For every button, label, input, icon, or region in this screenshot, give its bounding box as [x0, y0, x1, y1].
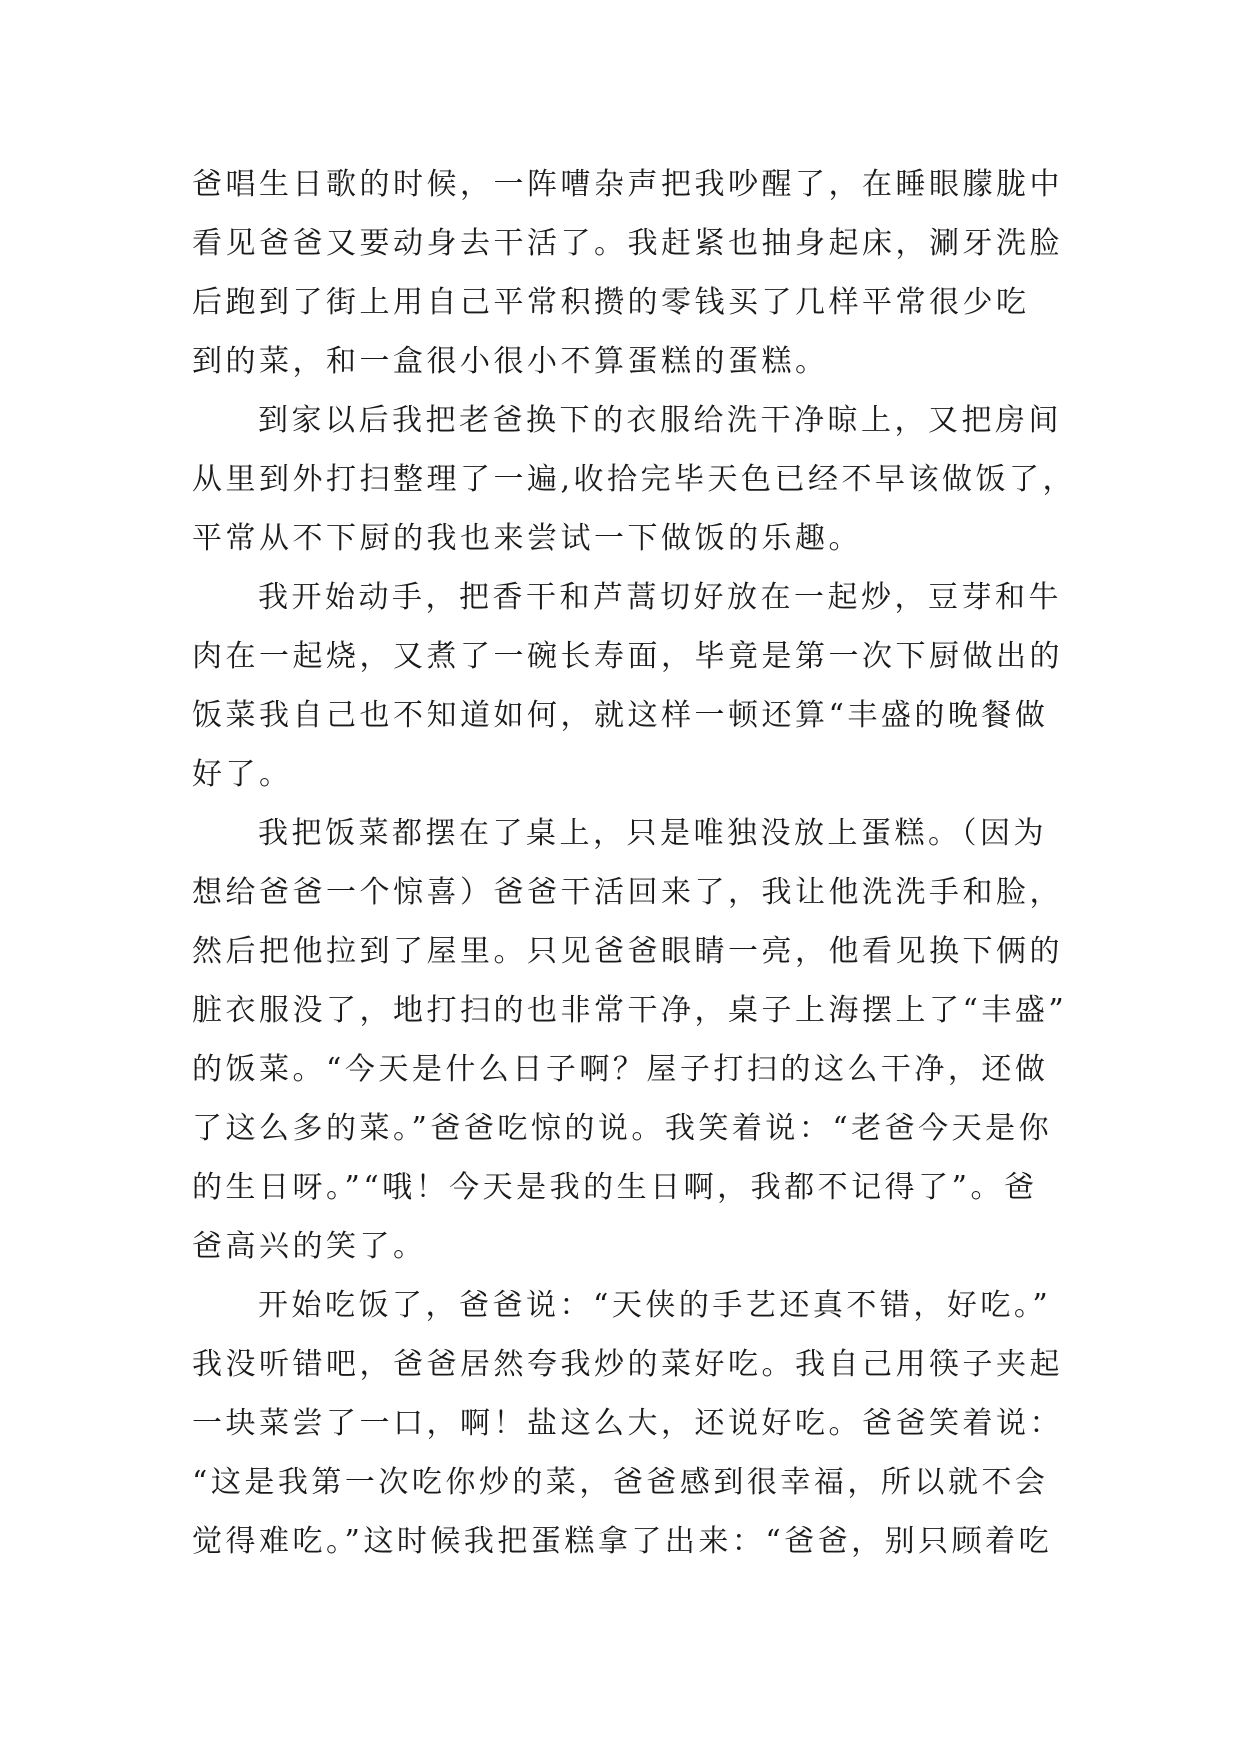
- text-line: 平常从不下厨的我也来尝试一下做饭的乐趣。: [192, 521, 862, 556]
- text-line: 到的菜，和一盒很小很小不算蛋糕的蛋糕。: [192, 344, 829, 379]
- paragraph-first-line: 我开始动手，把香干和芦蒿切好放在一起炒，豆芽和牛: [258, 580, 1062, 615]
- text-line: 从里到外打扫整理了一遍,收拾完毕天色已经不早该做饭了，: [192, 462, 1077, 497]
- text-line: 的生日呀。”“哦！今天是我的生日啊，我都不记得了”。爸: [192, 1170, 1038, 1205]
- text-line: 然后把他拉到了屋里。只见爸爸眼睛一亮，他看见换下俩的: [192, 934, 1063, 969]
- text-line: 肉在一起烧，又煮了一碗长寿面，毕竟是第一次下厨做出的: [192, 639, 1063, 674]
- text-line: 脏衣服没了，地打扫的也非常干净，桌子上海摆上了“丰盛”: [192, 993, 1068, 1028]
- text-line: 看见爸爸又要动身去干活了。我赶紧也抽身起床，涮牙洗脸: [192, 226, 1063, 261]
- text-line: 我没听错吧，爸爸居然夸我炒的菜好吃。我自己用筷子夹起: [192, 1347, 1063, 1382]
- text-line: 的饭菜。“今天是什么日子啊？屋子打扫的这么干净，还做: [192, 1052, 1049, 1087]
- text-line: “这是我第一次吃你炒的菜，爸爸感到很幸福，所以就不会: [192, 1465, 1049, 1500]
- text-line: 了这么多的菜。”爸爸吃惊的说。我笑着说：“老爸今天是你: [192, 1111, 1053, 1146]
- body-text: [192, 155, 1077, 1571]
- text-line: 觉得难吃。”这时候我把蛋糕拿了出来：“爸爸，别只顾着吃: [192, 1524, 1053, 1559]
- text-line: 后跑到了街上用自己平常积攒的零钱买了几样平常很少吃: [192, 285, 1030, 320]
- text-line: 爸唱生日歌的时候，一阵嘈杂声把我吵醒了，在睡眼朦胧中: [192, 167, 1063, 202]
- text-line: 爸高兴的笑了。: [192, 1229, 427, 1264]
- paragraph-first-line: 开始吃饭了，爸爸说：“天侠的手艺还真不错，好吃。”: [258, 1288, 1052, 1323]
- text-line: 好了。: [192, 757, 293, 792]
- text-line: 饭菜我自己也不知道如何，就这样一顿还算“丰盛的晚餐做: [192, 698, 1049, 733]
- text-line: 想给爸爸一个惊喜）爸爸干活回来了，我让他洗洗手和脸，: [192, 875, 1063, 910]
- paragraph-first-line: 到家以后我把老爸换下的衣服给洗干净晾上，又把房间: [258, 403, 1062, 438]
- text-line: 一块菜尝了一口，啊！盐这么大，还说好吃。爸爸笑着说：: [192, 1406, 1063, 1441]
- paragraph-first-line: 我把饭菜都摆在了桌上，只是唯独没放上蛋糕。（因为: [258, 816, 1047, 851]
